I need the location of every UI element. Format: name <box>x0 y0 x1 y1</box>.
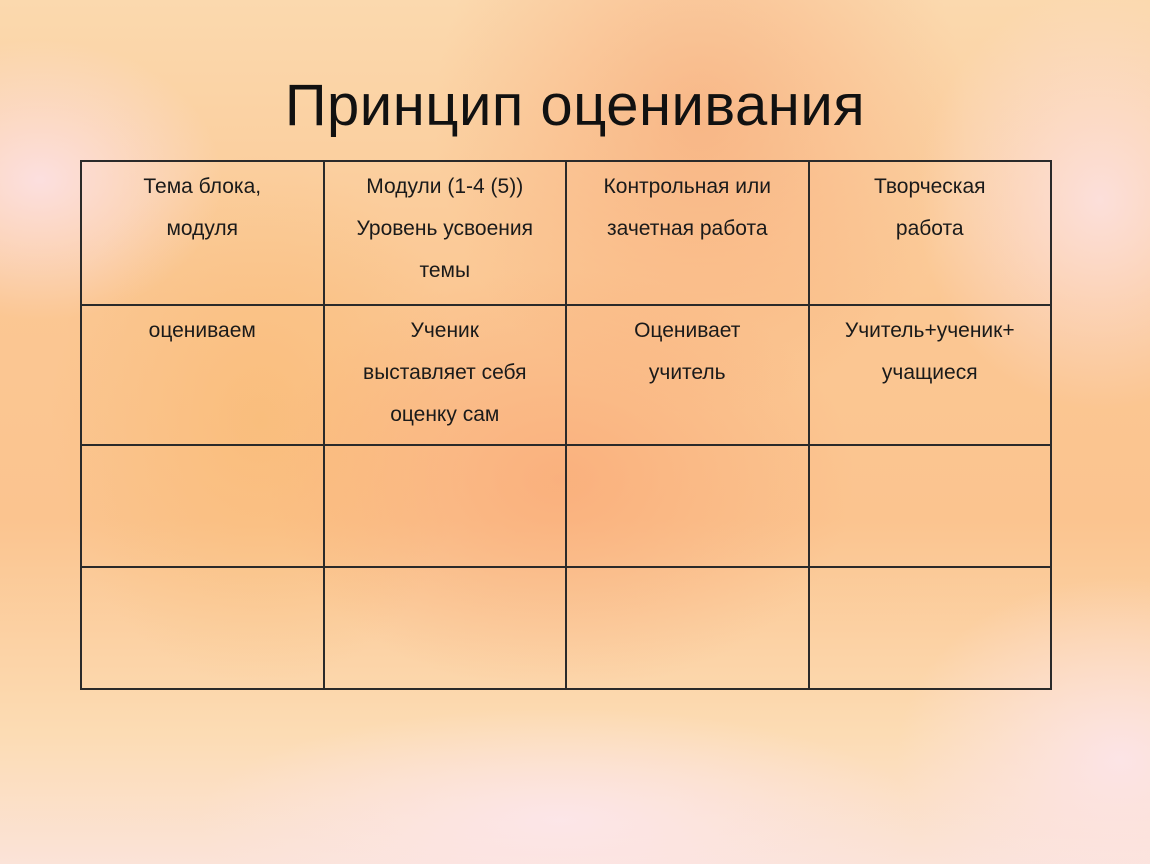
table-cell <box>81 445 324 567</box>
table-cell <box>809 567 1052 689</box>
table-cell <box>809 445 1052 567</box>
table-header-row <box>81 161 1051 305</box>
table-cell <box>81 567 324 689</box>
table-row <box>81 445 1051 567</box>
assessment-table <box>80 160 1052 690</box>
header-cell-modules: Модули (1-4 (5)) Уровень усвоения темы <box>324 161 567 305</box>
table-cell: оцениваем <box>81 305 324 445</box>
table-cell <box>566 445 809 567</box>
table-cell <box>566 567 809 689</box>
table-cell: Учитель+ученик+ учащиеся <box>809 305 1052 445</box>
table-row <box>81 305 1051 445</box>
table-cell: Оценивает учитель <box>566 305 809 445</box>
table-cell <box>324 567 567 689</box>
slide-title: Принцип оценивания <box>284 73 866 138</box>
table-cell: Ученик выставляет себя оценку сам <box>324 305 567 445</box>
header-cell-topic: Тема блока, модуля <box>81 161 324 305</box>
table-cell <box>324 445 567 567</box>
header-cell-creative: Творческая работа <box>809 161 1052 305</box>
table-row <box>81 567 1051 689</box>
header-cell-test: Контрольная или зачетная работа <box>566 161 809 305</box>
